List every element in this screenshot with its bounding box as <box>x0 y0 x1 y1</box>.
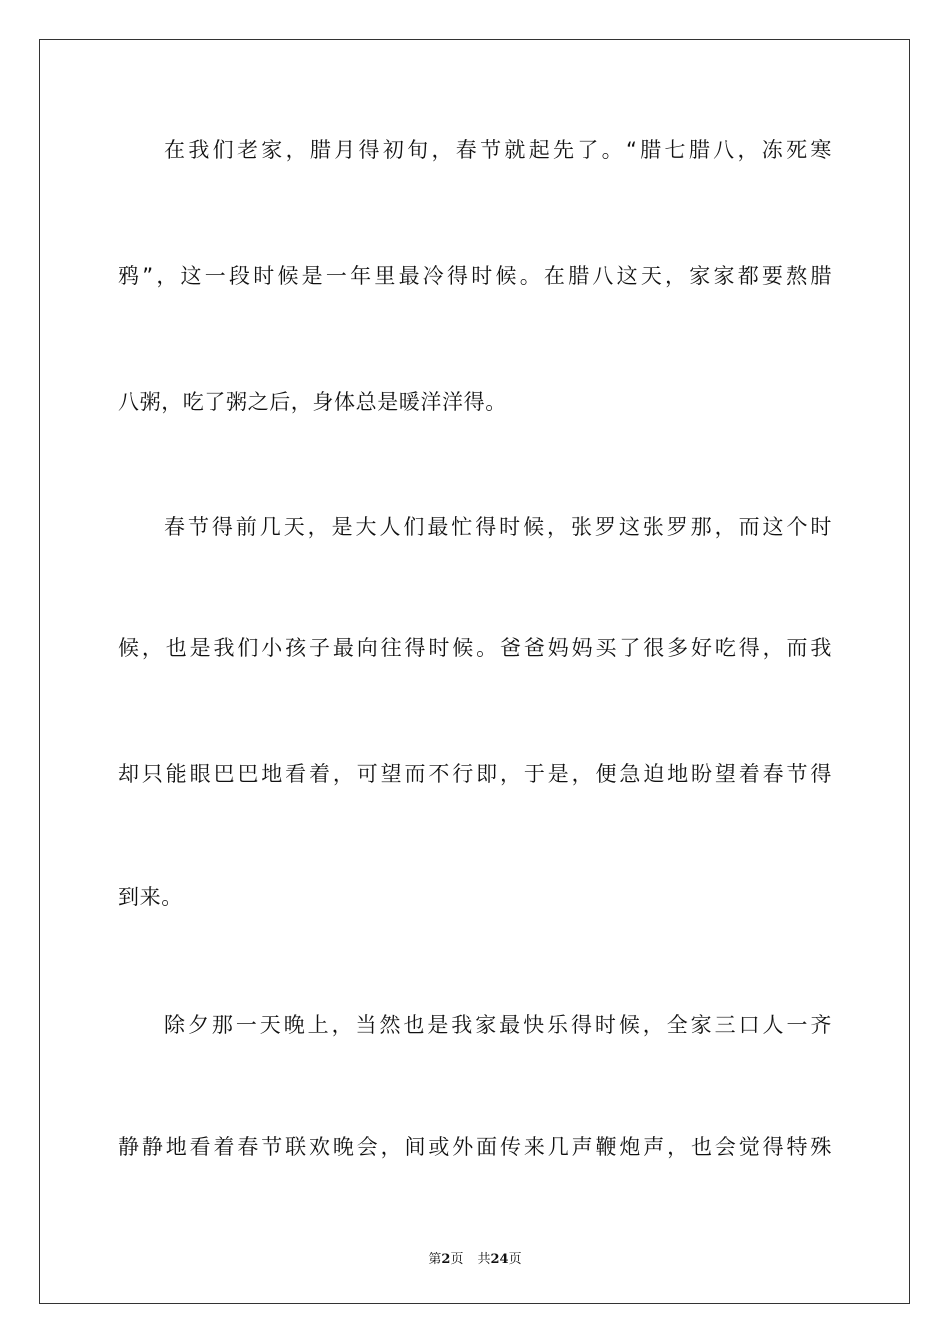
paragraph-1-line-2: 鸦”，这一段时候是一年里最冷得时候。在腊八这天，家家都要熬腊 <box>118 264 832 288</box>
paragraph-2-line-2: 候，也是我们小孩子最向往得时候。爸爸妈妈买了很多好吃得，而我 <box>118 636 832 660</box>
footer-total-prefix: 共 <box>477 1252 491 1267</box>
paragraph-1-line-1: 在我们老家，腊月得初旬，春节就起先了。“腊七腊八，冻死寒 <box>164 138 832 162</box>
footer-page-suffix: 页 <box>450 1252 464 1267</box>
footer-page-number: 2 <box>441 1252 451 1267</box>
footer-total-suffix: 页 <box>508 1252 522 1267</box>
paragraph-3-line-2: 静静地看着春节联欢晚会，间或外面传来几声鞭炮声，也会觉得特殊 <box>118 1135 832 1159</box>
page-border <box>39 39 910 1304</box>
footer-page-prefix: 第 <box>428 1252 442 1267</box>
footer-total-pages: 24 <box>490 1252 509 1267</box>
paragraph-2-line-4: 到来。 <box>118 885 183 909</box>
paragraph-3-line-1: 除夕那一天晚上，当然也是我家最快乐得时候，全家三口人一齐 <box>164 1013 832 1037</box>
paragraph-2-line-1: 春节得前几天，是大人们最忙得时候，张罗这张罗那，而这个时 <box>164 515 832 539</box>
paragraph-1-line-3: 八粥，吃了粥之后，身体总是暖洋洋得。 <box>118 390 507 414</box>
page-footer <box>0 1248 950 1267</box>
paragraph-2-line-3: 却只能眼巴巴地看着，可望而不行即，于是，便急迫地盼望着春节得 <box>118 762 832 786</box>
